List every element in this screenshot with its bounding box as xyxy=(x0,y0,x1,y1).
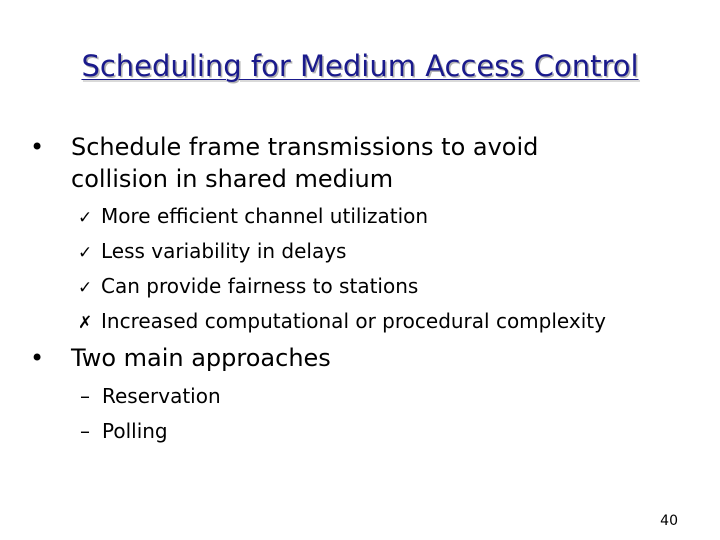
bullet-text-line1: Schedule frame transmissions to avoid xyxy=(71,133,539,161)
subitem-fairness xyxy=(78,273,418,301)
subitem-polling xyxy=(80,418,168,444)
bullet-text-line1: Two main approaches xyxy=(71,344,331,372)
page-number: 40 xyxy=(660,513,678,529)
checkmark-icon: ✓ xyxy=(78,208,93,228)
bullet-dot: • xyxy=(30,133,45,161)
cross-mark-icon: ✗ xyxy=(78,313,93,333)
dash-marker: – xyxy=(80,419,90,443)
dash-marker: – xyxy=(80,384,90,408)
bullet-schedule-frames xyxy=(30,131,538,195)
bullet-text-line2: collision in shared medium xyxy=(71,165,394,193)
subitem-less-variability xyxy=(78,238,346,266)
bullet-dot: • xyxy=(30,344,45,372)
subitem-complexity xyxy=(78,308,606,336)
subitem-text: More efficient channel utilization xyxy=(101,204,429,228)
checkmark-icon: ✓ xyxy=(78,243,93,263)
subitem-text: Reservation xyxy=(102,384,221,408)
bullet-two-approaches xyxy=(30,342,331,374)
subitem-text: Can provide fairness to stations xyxy=(101,274,419,298)
subitem-text: Polling xyxy=(102,419,168,443)
subitem-reservation xyxy=(80,383,221,409)
subitem-text: Increased computational or procedural complexity xyxy=(101,309,606,333)
subitem-text: Less variability in delays xyxy=(101,239,347,263)
checkmark-icon: ✓ xyxy=(78,278,93,298)
slide-title: Scheduling for Medium Access Control xyxy=(81,49,639,83)
subitem-efficient-utilization xyxy=(78,203,428,231)
